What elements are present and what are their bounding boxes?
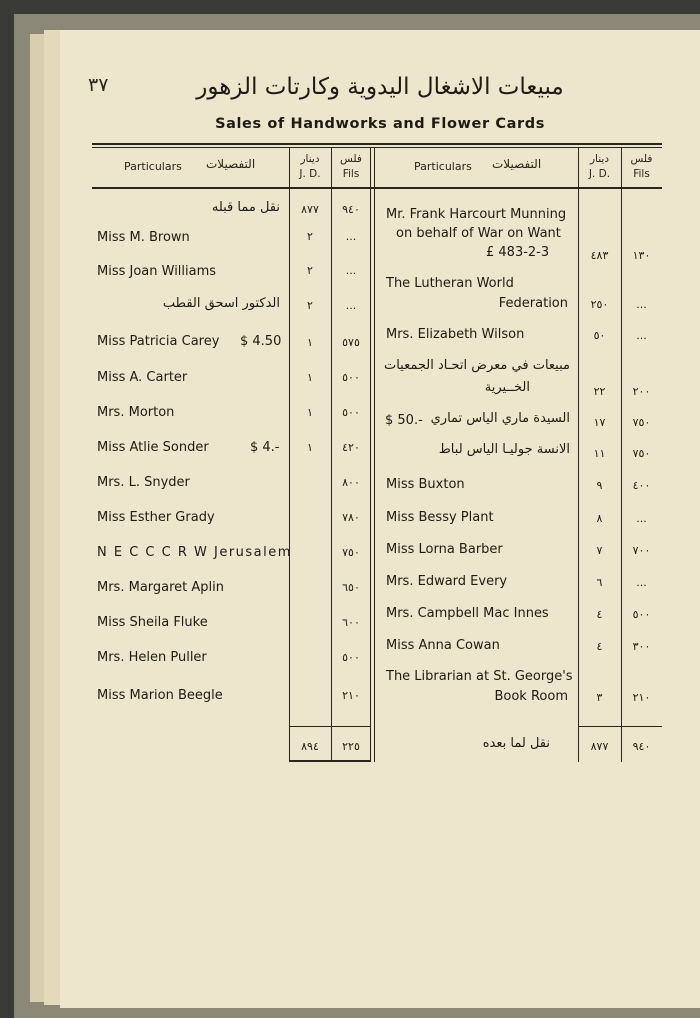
right-row-fils: ...	[636, 298, 647, 311]
left-row-fils: ٨٠٠	[342, 476, 360, 489]
right-carry-fils: ٩٤٠	[632, 740, 651, 753]
right-row-jd: ٣	[596, 691, 603, 704]
right-row-jd: ٤	[596, 608, 603, 621]
header-fils-ar: فلس	[630, 153, 653, 165]
right-row-fils: ٤٠٠	[632, 479, 651, 492]
total-rule	[289, 726, 370, 727]
right-row-fils: ٢٠٠	[632, 385, 651, 398]
left-row-jd: ١	[307, 406, 313, 419]
header-dinar-ar: دينار	[589, 153, 610, 165]
header-fils-ar: فلس	[340, 153, 362, 165]
right-row-fils: ...	[636, 576, 647, 589]
left-row-particulars: Mrs. Morton	[97, 405, 175, 420]
left-row-particulars: Miss Patricia Carey	[97, 334, 220, 349]
left-row-fils: ...	[345, 299, 357, 312]
left-row-jd: ١	[307, 441, 313, 454]
right-row-particulars: Miss Bessy Plant	[386, 510, 494, 525]
right-row-particulars: Miss Buxton	[386, 477, 465, 492]
header-particulars-ar: التفصيلات	[492, 157, 542, 171]
total-rule	[289, 760, 370, 762]
right-row-jd: ٨	[596, 512, 603, 525]
header-particulars-en: Particulars	[414, 160, 472, 173]
table-top-rule	[92, 147, 662, 148]
left-total-fils: ٢٢٥	[342, 740, 360, 753]
right-row-particulars: Mrs. Campbell Mac Innes	[386, 606, 549, 621]
left-row-fils: ...	[345, 264, 357, 277]
right-carry-jd: ٨٧٧	[590, 740, 609, 753]
column-divider	[374, 147, 375, 762]
right-row-fils: ...	[636, 329, 647, 342]
left-row-fils: ٥٠٠	[342, 406, 360, 419]
header-particulars-ar: التفصيلات	[206, 157, 256, 171]
header-fils	[621, 152, 662, 182]
left-row-particulars: Miss Sheila Fluke	[97, 615, 208, 630]
left-row-particulars: N E C C C R W Jerusalem	[97, 545, 292, 560]
header-dinar-en: J. D.	[299, 168, 321, 180]
left-row-particulars: Miss Joan Williams	[97, 264, 217, 279]
right-row-amount: £ 483-2-3	[486, 245, 550, 260]
right-row-fils: ٢١٠	[632, 691, 651, 704]
left-row-fils: ٥٠٠	[342, 371, 360, 384]
left-row-particulars: Miss Marion Beegle	[97, 688, 223, 703]
right-row-jd: ٥٠	[593, 329, 606, 342]
left-row-jd: ٢	[307, 299, 313, 312]
total-rule	[578, 726, 662, 727]
right-row-particulars: Book Room	[494, 689, 568, 704]
left-row-usd: $ 4.50	[240, 334, 282, 349]
header-fils	[331, 152, 371, 182]
right-row-fils: ٧٠٠	[632, 544, 651, 557]
left-row-particulars: نقل مما قبله	[211, 200, 280, 215]
left-row-particulars: Miss Esther Grady	[97, 510, 215, 525]
header-dinar	[578, 152, 621, 182]
right-row-particulars: The Librarian at St. George's	[386, 669, 573, 684]
left-row-particulars: Mrs. Margaret Aplin	[97, 580, 225, 595]
right-row-particulars: The Lutheran World	[386, 276, 514, 291]
left-row-jd: ١	[307, 371, 313, 384]
header-dinar	[289, 152, 331, 182]
left-row-fils: ...	[345, 230, 357, 243]
right-row-particulars: Federation	[498, 296, 568, 311]
right-carry-forward: نقل لما بعده	[482, 736, 550, 751]
right-row-jd: ١١	[593, 447, 606, 460]
left-row-fils: ٦٥٠	[342, 581, 360, 594]
left-row-particulars: Miss Atlie Sonder	[97, 440, 209, 455]
header-dinar-ar: دينار	[300, 153, 320, 165]
right-row-particulars: Mr. Frank Harcourt Munning	[386, 207, 567, 222]
right-row-particulars: Mrs. Elizabeth Wilson	[386, 327, 525, 342]
right-row-fils: ٧٥٠	[632, 447, 651, 460]
left-total-jd: ٨٩٤	[301, 740, 319, 753]
table-top-rule	[92, 143, 662, 145]
left-row-fils: ٦٠٠	[342, 616, 360, 629]
left-row-fils: ٤٢٠	[342, 441, 360, 454]
right-row-fils: ٥٠٠	[632, 608, 651, 621]
right-row-fils: ٣٠٠	[632, 640, 651, 653]
left-row-particulars: Miss A. Carter	[97, 370, 188, 385]
right-row-particulars: Miss Lorna Barber	[386, 542, 503, 557]
left-row-jd: ٢	[307, 230, 313, 243]
right-row-jd: ١٧	[593, 416, 606, 429]
left-row-fils: ٢١٠	[342, 689, 360, 702]
header-dinar-en: J. D.	[588, 168, 611, 180]
right-row-fils: ١٣٠	[632, 249, 651, 262]
right-row-particulars: Mrs. Edward Every	[386, 574, 508, 589]
right-row-particulars: الخــيرية	[484, 380, 530, 395]
right-row-jd: ٢٢	[593, 385, 606, 398]
left-row-jd: ١	[307, 336, 313, 349]
right-row-jd: ٦	[596, 576, 603, 589]
left-row-usd: $ 4.-	[250, 440, 280, 455]
right-row-jd: ٤	[596, 640, 603, 653]
right-row-particulars: Miss Anna Cowan	[386, 638, 500, 653]
right-row-particulars: مبيعات في معرض اتحـاد الجمعيات	[383, 358, 570, 373]
right-row-jd: ٢٥٠	[590, 298, 609, 311]
left-row-particulars: الدكتور اسحق القطب	[162, 296, 280, 311]
right-row-jd: ٩	[596, 479, 603, 492]
right-row-fils: ٧٥٠	[632, 416, 651, 429]
left-row-fils: ٧٨٠	[342, 511, 360, 524]
left-row-fils: ٥٠٠	[342, 651, 360, 664]
header-fils-en: Fils	[342, 168, 360, 180]
header-fils-en: Fils	[633, 168, 650, 180]
right-row-jd: ٧	[596, 544, 603, 557]
right-row-particulars: السيدة ماري الياس تماري	[430, 411, 570, 426]
right-row-particulars: on behalf of War on Want	[396, 226, 561, 241]
page-title-arabic: مبيعات الاشغال اليدوية وكارتات الزهور	[196, 74, 564, 100]
page-title-english: Sales of Handworks and Flower Cards	[215, 116, 545, 132]
right-row-usd: $ 50.-	[385, 413, 423, 428]
left-row-particulars: Miss M. Brown	[97, 230, 190, 245]
right-row-particulars: الانسة جوليـا الياس لباط	[438, 442, 570, 457]
left-row-fils: ٩٤٠	[342, 203, 360, 216]
header-bottom-rule	[92, 187, 662, 189]
page-number: ٣٧	[88, 74, 109, 96]
left-row-jd: ٨٧٧	[301, 203, 319, 216]
right-row-jd: ٤٨٣	[590, 249, 609, 262]
right-row-fils: ...	[636, 512, 647, 525]
left-row-fils: ٧٥٠	[342, 546, 360, 559]
left-row-particulars: Mrs. L. Snyder	[97, 475, 190, 490]
left-row-particulars: Mrs. Helen Puller	[97, 650, 207, 665]
left-row-jd: ٢	[307, 264, 313, 277]
left-row-fils: ٥٧٥	[342, 336, 360, 349]
header-particulars-en: Particulars	[124, 160, 182, 173]
